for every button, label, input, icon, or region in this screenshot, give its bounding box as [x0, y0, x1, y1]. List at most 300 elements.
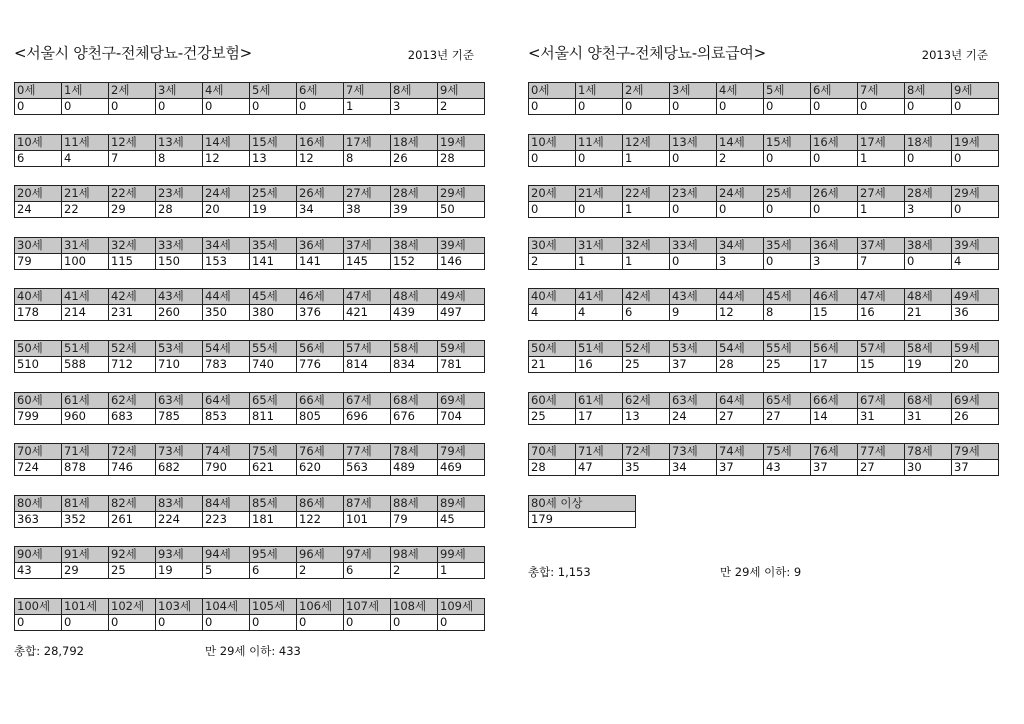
- count-value-cell: 783: [203, 357, 250, 373]
- age-group-table: [528, 134, 999, 167]
- age-label-cell: 28세: [905, 186, 952, 202]
- count-value-cell: 0: [670, 99, 717, 115]
- age-label-cell: 3세: [670, 83, 717, 99]
- age-label-cell: 46세: [297, 289, 344, 305]
- age-label-cell: 16세: [811, 135, 858, 151]
- age-label-cell: 16세: [297, 135, 344, 151]
- age-label-cell: 84세: [203, 496, 250, 512]
- count-value-cell: 29: [62, 563, 109, 579]
- age-label-cell: 37세: [344, 238, 391, 254]
- age-group-table: [528, 392, 999, 425]
- count-value-cell: 510: [15, 357, 62, 373]
- age-label-cell: 64세: [203, 393, 250, 409]
- count-row: [15, 151, 485, 167]
- count-value-cell: 100: [62, 254, 109, 270]
- age-label-cell: 25세: [250, 186, 297, 202]
- count-value-cell: 34: [297, 202, 344, 218]
- count-value-cell: 805: [297, 409, 344, 425]
- count-value-cell: 439: [391, 305, 438, 321]
- under-29-count: 만 29세 이하: 9: [720, 565, 802, 579]
- age-label-cell: 73세: [156, 444, 203, 460]
- age-label-cell: 52세: [109, 341, 156, 357]
- count-value-cell: 4: [529, 305, 576, 321]
- count-value-cell: 676: [391, 409, 438, 425]
- count-value-cell: 2: [438, 99, 485, 115]
- count-value-cell: 146: [438, 254, 485, 270]
- count-value-cell: 8: [156, 151, 203, 167]
- count-value-cell: 21: [905, 305, 952, 321]
- age-label-cell: 56세: [297, 341, 344, 357]
- age-header-row: [15, 289, 485, 305]
- count-row: [15, 563, 485, 579]
- age-group-table: [528, 443, 999, 476]
- age-label-cell: 95세: [250, 547, 297, 563]
- age-label-cell: 63세: [156, 393, 203, 409]
- age-label-cell: 65세: [250, 393, 297, 409]
- count-value-cell: 0: [529, 99, 576, 115]
- count-value-cell: 28: [156, 202, 203, 218]
- count-value-cell: 0: [623, 99, 670, 115]
- age-group-table: [14, 443, 485, 476]
- count-value-cell: 0: [717, 99, 764, 115]
- age-label-cell: 2세: [623, 83, 670, 99]
- under-29-count: 만 29세 이하: 433: [205, 644, 301, 658]
- count-value-cell: 724: [15, 460, 62, 476]
- age-label-cell: 66세: [297, 393, 344, 409]
- age-label-cell: 57세: [344, 341, 391, 357]
- count-value-cell: 0: [62, 615, 109, 631]
- count-value-cell: 0: [529, 151, 576, 167]
- age-label-cell: 96세: [297, 547, 344, 563]
- age-label-cell: 34세: [203, 238, 250, 254]
- age-label-cell: 65세: [764, 393, 811, 409]
- count-value-cell: 6: [15, 151, 62, 167]
- age-group-table: [528, 237, 999, 270]
- age-group-table: [14, 237, 485, 270]
- count-value-cell: 588: [62, 357, 109, 373]
- age-label-cell: 36세: [297, 238, 344, 254]
- count-value-cell: 28: [438, 151, 485, 167]
- count-row: [529, 254, 999, 270]
- age-label-cell: 27세: [858, 186, 905, 202]
- age-label-cell: 4세: [203, 83, 250, 99]
- age-label-cell: 49세: [952, 289, 999, 305]
- age-header-row: [529, 186, 999, 202]
- count-value-cell: 20: [203, 202, 250, 218]
- age-label-cell: 46세: [811, 289, 858, 305]
- age-label-cell: 69세: [438, 393, 485, 409]
- count-value-cell: 3: [811, 254, 858, 270]
- count-value-cell: 25: [623, 357, 670, 373]
- age-label-cell: 43세: [670, 289, 717, 305]
- count-row: [15, 615, 485, 631]
- count-value-cell: 0: [764, 254, 811, 270]
- age-group-table: [14, 185, 485, 218]
- age-label-cell: 28세: [391, 186, 438, 202]
- age-group-table: [14, 495, 485, 528]
- age-label-cell: 32세: [623, 238, 670, 254]
- age-label-cell: 47세: [344, 289, 391, 305]
- count-value-cell: 16: [576, 357, 623, 373]
- age-label-cell: 54세: [203, 341, 250, 357]
- count-value-cell: 1: [438, 563, 485, 579]
- age-header-row: [15, 496, 485, 512]
- age-label-cell: 99세: [438, 547, 485, 563]
- age-label-cell: 51세: [62, 341, 109, 357]
- count-value-cell: 1: [623, 254, 670, 270]
- total-count: 총합: 28,792: [14, 644, 84, 658]
- age-label-cell: 41세: [576, 289, 623, 305]
- count-value-cell: 0: [250, 615, 297, 631]
- count-value-cell: 261: [109, 512, 156, 528]
- count-value-cell: 0: [858, 99, 905, 115]
- age-label-cell: 33세: [670, 238, 717, 254]
- age-label-cell: 85세: [250, 496, 297, 512]
- count-value-cell: 39: [391, 202, 438, 218]
- count-value-cell: 16: [858, 305, 905, 321]
- age-label-cell: 33세: [156, 238, 203, 254]
- count-value-cell: 19: [250, 202, 297, 218]
- age-group-table: [14, 134, 485, 167]
- age-label-cell: 76세: [811, 444, 858, 460]
- count-value-cell: 0: [203, 99, 250, 115]
- count-value-cell: 4: [952, 254, 999, 270]
- count-value-cell: 834: [391, 357, 438, 373]
- count-value-cell: 0: [156, 615, 203, 631]
- count-value-cell: 50: [438, 202, 485, 218]
- count-value-cell: 2: [391, 563, 438, 579]
- age-label-cell: 19세: [438, 135, 485, 151]
- age-label-cell: 60세: [15, 393, 62, 409]
- count-value-cell: 0: [529, 202, 576, 218]
- age-label-cell: 0세: [15, 83, 62, 99]
- age-label-cell: 7세: [344, 83, 391, 99]
- count-value-cell: 0: [576, 202, 623, 218]
- age-label-cell: 11세: [62, 135, 109, 151]
- count-value-cell: 101: [344, 512, 391, 528]
- age-label-cell: 58세: [905, 341, 952, 357]
- age-label-cell: 11세: [576, 135, 623, 151]
- count-value-cell: 4: [576, 305, 623, 321]
- age-label-cell: 60세: [529, 393, 576, 409]
- age-label-cell: 23세: [670, 186, 717, 202]
- count-row: [529, 357, 999, 373]
- count-value-cell: 30: [905, 460, 952, 476]
- count-value-cell: 0: [109, 615, 156, 631]
- count-value-cell: 776: [297, 357, 344, 373]
- age-label-cell: 8세: [391, 83, 438, 99]
- count-value-cell: 34: [670, 460, 717, 476]
- count-value-cell: 0: [905, 254, 952, 270]
- count-value-cell: 43: [15, 563, 62, 579]
- age-label-cell: 56세: [811, 341, 858, 357]
- count-value-cell: 141: [297, 254, 344, 270]
- basis-year: 2013년 기준: [407, 48, 474, 62]
- count-value-cell: 19: [905, 357, 952, 373]
- panel-header: [14, 42, 484, 66]
- count-row: [529, 512, 636, 528]
- age-label-cell: 3세: [156, 83, 203, 99]
- count-value-cell: 141: [250, 254, 297, 270]
- count-value-cell: 31: [905, 409, 952, 425]
- age-header-row: [15, 444, 485, 460]
- panel-title: <서울시 양천구-전체당뇨-건강보험>: [14, 44, 252, 62]
- count-value-cell: 0: [109, 99, 156, 115]
- age-header-row: [529, 83, 999, 99]
- age-label-cell: 26세: [811, 186, 858, 202]
- count-value-cell: 814: [344, 357, 391, 373]
- age-label-cell: 59세: [438, 341, 485, 357]
- count-value-cell: 19: [156, 563, 203, 579]
- count-value-cell: 9: [670, 305, 717, 321]
- count-value-cell: 0: [905, 151, 952, 167]
- age-label-cell: 5세: [764, 83, 811, 99]
- age-label-cell: 45세: [250, 289, 297, 305]
- count-value-cell: 3: [717, 254, 764, 270]
- age-label-cell: 26세: [297, 186, 344, 202]
- age-header-row: [529, 289, 999, 305]
- age-label-cell: 25세: [764, 186, 811, 202]
- count-value-cell: 489: [391, 460, 438, 476]
- age-label-cell: 32세: [109, 238, 156, 254]
- age-label-cell: 24세: [203, 186, 250, 202]
- count-value-cell: 350: [203, 305, 250, 321]
- age-label-cell: 7세: [858, 83, 905, 99]
- age-group-table: [528, 495, 636, 528]
- age-header-row: [529, 135, 999, 151]
- age-label-cell: 30세: [15, 238, 62, 254]
- count-value-cell: 497: [438, 305, 485, 321]
- count-value-cell: 12: [297, 151, 344, 167]
- count-value-cell: 799: [15, 409, 62, 425]
- count-value-cell: 0: [670, 202, 717, 218]
- count-value-cell: 43: [764, 460, 811, 476]
- age-label-cell: 107세: [344, 599, 391, 615]
- count-value-cell: 682: [156, 460, 203, 476]
- age-label-cell: 48세: [391, 289, 438, 305]
- count-value-cell: 0: [250, 99, 297, 115]
- age-label-cell: 78세: [905, 444, 952, 460]
- count-value-cell: 8: [764, 305, 811, 321]
- count-value-cell: 22: [62, 202, 109, 218]
- count-value-cell: 710: [156, 357, 203, 373]
- age-header-row: [15, 599, 485, 615]
- age-label-cell: 93세: [156, 547, 203, 563]
- age-label-cell: 42세: [109, 289, 156, 305]
- count-value-cell: 0: [344, 615, 391, 631]
- age-label-cell: 72세: [109, 444, 156, 460]
- count-value-cell: 29: [109, 202, 156, 218]
- count-value-cell: 20: [952, 357, 999, 373]
- age-label-cell: 20세: [529, 186, 576, 202]
- count-value-cell: 15: [811, 305, 858, 321]
- age-label-cell: 50세: [529, 341, 576, 357]
- age-label-cell: 101세: [62, 599, 109, 615]
- age-label-cell: 35세: [764, 238, 811, 254]
- count-value-cell: 1: [623, 202, 670, 218]
- count-row: [15, 409, 485, 425]
- age-label-cell: 0세: [529, 83, 576, 99]
- age-label-cell: 68세: [391, 393, 438, 409]
- age-label-cell: 9세: [438, 83, 485, 99]
- age-label-cell: 18세: [391, 135, 438, 151]
- age-label-cell: 77세: [344, 444, 391, 460]
- count-value-cell: 0: [952, 99, 999, 115]
- count-value-cell: 25: [764, 357, 811, 373]
- count-value-cell: 620: [297, 460, 344, 476]
- count-value-cell: 781: [438, 357, 485, 373]
- age-label-cell: 37세: [858, 238, 905, 254]
- count-value-cell: 0: [156, 99, 203, 115]
- count-value-cell: 1: [623, 151, 670, 167]
- count-value-cell: 785: [156, 409, 203, 425]
- count-value-cell: 0: [15, 99, 62, 115]
- count-value-cell: 179: [529, 512, 636, 528]
- count-value-cell: 1: [858, 202, 905, 218]
- age-header-row: [529, 444, 999, 460]
- age-label-cell: 63세: [670, 393, 717, 409]
- count-value-cell: 352: [62, 512, 109, 528]
- age-header-row: [529, 238, 999, 254]
- age-label-cell: 100세: [15, 599, 62, 615]
- count-value-cell: 25: [529, 409, 576, 425]
- age-label-cell: 14세: [203, 135, 250, 151]
- age-label-cell: 22세: [109, 186, 156, 202]
- basis-year: 2013년 기준: [921, 48, 988, 62]
- count-value-cell: 45: [438, 512, 485, 528]
- age-label-cell: 54세: [717, 341, 764, 357]
- age-group-table: [528, 185, 999, 218]
- count-row: [15, 202, 485, 218]
- age-header-row: [15, 186, 485, 202]
- count-value-cell: 0: [811, 202, 858, 218]
- age-label-cell: 57세: [858, 341, 905, 357]
- count-value-cell: 31: [858, 409, 905, 425]
- age-label-cell: 77세: [858, 444, 905, 460]
- age-group-table: [528, 288, 999, 321]
- age-label-cell: 81세: [62, 496, 109, 512]
- count-value-cell: 696: [344, 409, 391, 425]
- age-label-cell: 17세: [344, 135, 391, 151]
- count-value-cell: 37: [717, 460, 764, 476]
- age-group-table: [14, 598, 485, 631]
- count-value-cell: 79: [15, 254, 62, 270]
- age-header-row: [15, 135, 485, 151]
- age-label-cell: 62세: [623, 393, 670, 409]
- count-value-cell: 3: [905, 202, 952, 218]
- count-value-cell: 363: [15, 512, 62, 528]
- age-label-cell: 49세: [438, 289, 485, 305]
- age-label-cell: 70세: [15, 444, 62, 460]
- age-label-cell: 34세: [717, 238, 764, 254]
- age-label-cell: 98세: [391, 547, 438, 563]
- age-group-table: [528, 340, 999, 373]
- age-header-row: [529, 496, 636, 512]
- count-value-cell: 0: [438, 615, 485, 631]
- count-value-cell: 27: [764, 409, 811, 425]
- count-value-cell: 0: [670, 254, 717, 270]
- age-label-cell: 53세: [670, 341, 717, 357]
- age-label-cell: 91세: [62, 547, 109, 563]
- count-value-cell: 380: [250, 305, 297, 321]
- age-label-cell: 31세: [62, 238, 109, 254]
- age-label-cell: 67세: [344, 393, 391, 409]
- count-row: [529, 151, 999, 167]
- count-value-cell: 24: [15, 202, 62, 218]
- count-value-cell: 153: [203, 254, 250, 270]
- count-value-cell: 13: [250, 151, 297, 167]
- age-label-cell: 27세: [344, 186, 391, 202]
- age-label-cell: 42세: [623, 289, 670, 305]
- count-value-cell: 790: [203, 460, 250, 476]
- age-label-cell: 78세: [391, 444, 438, 460]
- age-label-cell: 22세: [623, 186, 670, 202]
- age-label-cell: 58세: [391, 341, 438, 357]
- age-label-cell: 44세: [717, 289, 764, 305]
- age-label-cell: 64세: [717, 393, 764, 409]
- age-label-cell: 62세: [109, 393, 156, 409]
- age-label-cell: 89세: [438, 496, 485, 512]
- age-label-cell: 35세: [250, 238, 297, 254]
- count-row: [529, 99, 999, 115]
- age-label-cell: 39세: [438, 238, 485, 254]
- count-value-cell: 15: [858, 357, 905, 373]
- panel-header: [528, 42, 998, 66]
- age-label-cell: 15세: [250, 135, 297, 151]
- age-label-cell: 73세: [670, 444, 717, 460]
- count-value-cell: 0: [717, 202, 764, 218]
- count-value-cell: 152: [391, 254, 438, 270]
- count-value-cell: 853: [203, 409, 250, 425]
- count-value-cell: 0: [62, 99, 109, 115]
- age-label-cell: 76세: [297, 444, 344, 460]
- age-label-cell: 43세: [156, 289, 203, 305]
- count-value-cell: 24: [670, 409, 717, 425]
- age-label-cell: 14세: [717, 135, 764, 151]
- count-value-cell: 0: [811, 99, 858, 115]
- age-label-cell: 18세: [905, 135, 952, 151]
- age-group-table: [528, 82, 999, 115]
- count-value-cell: 7: [858, 254, 905, 270]
- count-value-cell: 35: [623, 460, 670, 476]
- age-label-cell: 51세: [576, 341, 623, 357]
- count-value-cell: 47: [576, 460, 623, 476]
- count-value-cell: 28: [529, 460, 576, 476]
- total-count: 총합: 1,153: [528, 565, 591, 579]
- count-value-cell: 4: [62, 151, 109, 167]
- count-value-cell: 2: [529, 254, 576, 270]
- age-label-cell: 47세: [858, 289, 905, 305]
- age-label-cell: 12세: [109, 135, 156, 151]
- age-header-row: [529, 341, 999, 357]
- count-row: [15, 512, 485, 528]
- age-label-cell: 88세: [391, 496, 438, 512]
- age-label-cell: 71세: [62, 444, 109, 460]
- age-label-cell: 39세: [952, 238, 999, 254]
- count-value-cell: 6: [250, 563, 297, 579]
- age-label-cell: 8세: [905, 83, 952, 99]
- age-label-cell: 109세: [438, 599, 485, 615]
- count-value-cell: 0: [391, 615, 438, 631]
- count-value-cell: 260: [156, 305, 203, 321]
- age-label-cell: 79세: [952, 444, 999, 460]
- count-value-cell: 27: [717, 409, 764, 425]
- count-value-cell: 2: [717, 151, 764, 167]
- count-value-cell: 960: [62, 409, 109, 425]
- count-value-cell: 621: [250, 460, 297, 476]
- count-value-cell: 224: [156, 512, 203, 528]
- count-value-cell: 17: [811, 357, 858, 373]
